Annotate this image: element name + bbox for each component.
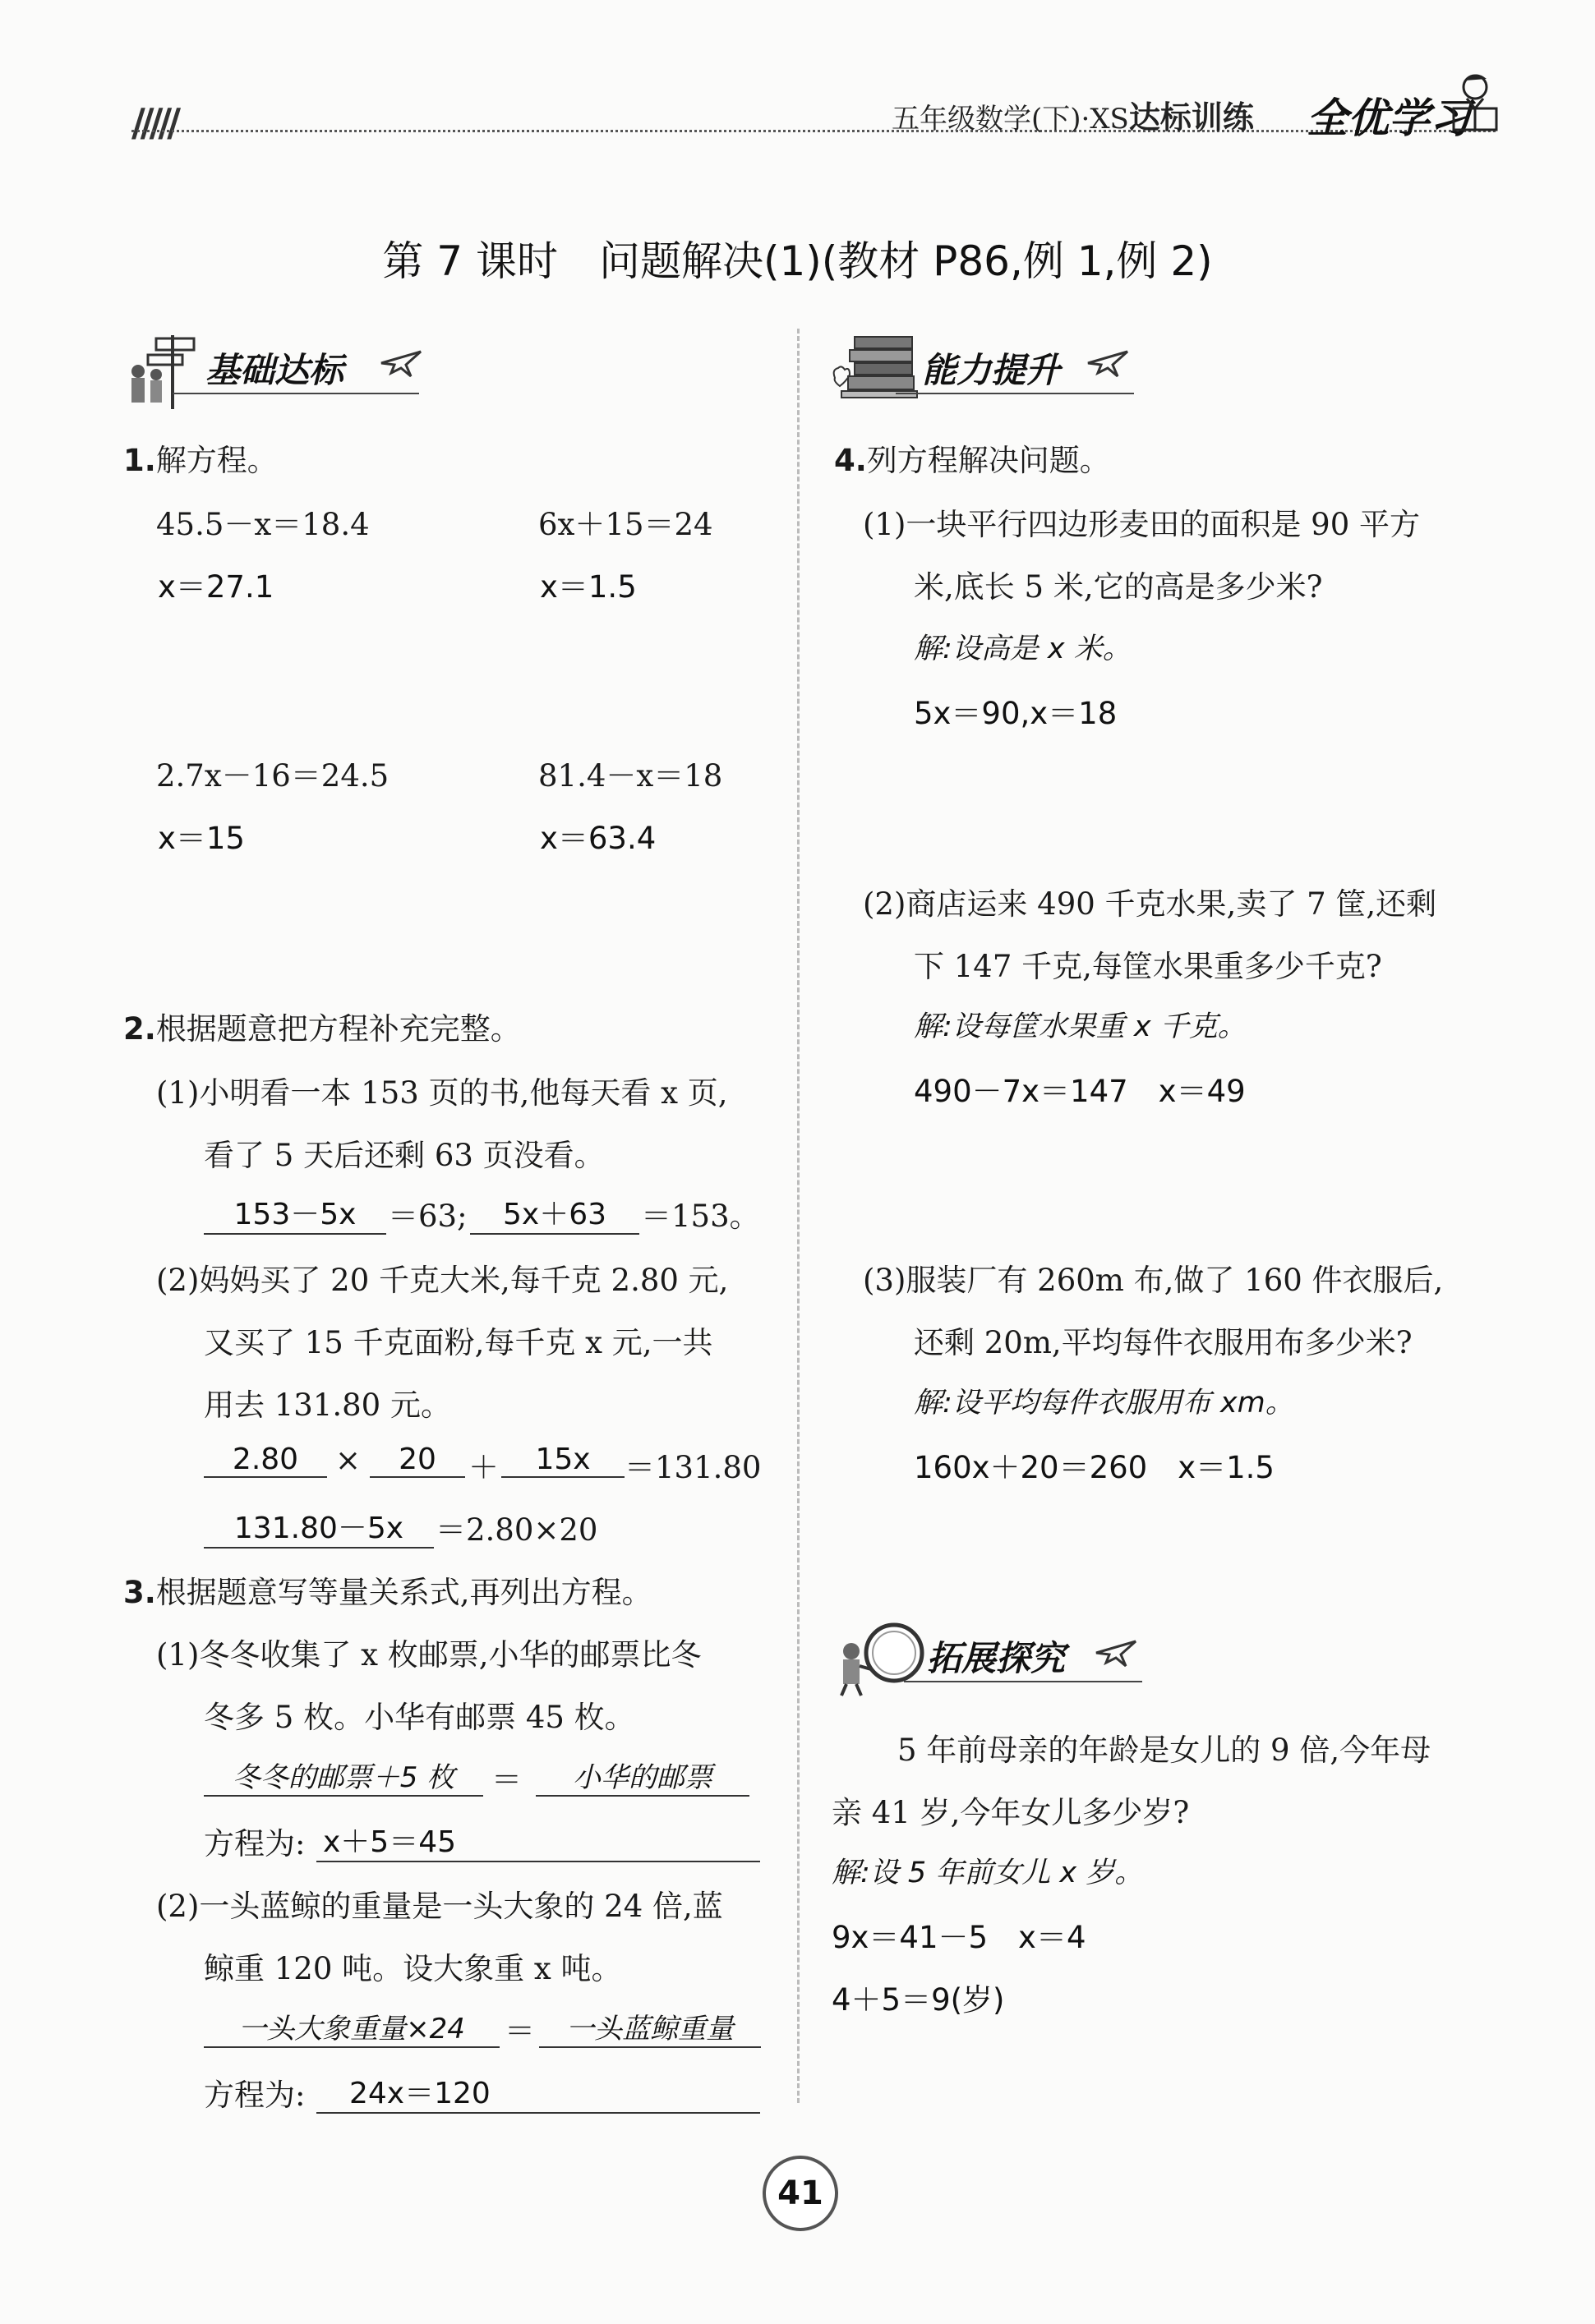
q2-part2-blank3: 15x bbox=[501, 1443, 625, 1478]
extension-answer-2: 4＋5＝9(岁) bbox=[832, 1982, 1005, 2018]
column-divider bbox=[797, 329, 800, 2103]
q2-part1-line2: 看了 5 天后还剩 63 页没看。 bbox=[204, 1138, 605, 1173]
q1-equation-4: 81.4－x＝18 bbox=[538, 758, 723, 794]
q3-part1-equation-value: x＋5＝45 bbox=[316, 1819, 760, 1862]
page-number: 41 bbox=[763, 2156, 838, 2231]
q3-part1-relation-left: 冬冬的邮票＋5 枚 bbox=[204, 1755, 483, 1797]
question-3-text: 根据题意写等量关系式,再列出方程。 bbox=[155, 1575, 652, 1610]
header-dotted-rule bbox=[131, 130, 1496, 132]
extension-line2: 亲 41 岁,今年女儿多少岁? bbox=[832, 1795, 1190, 1830]
airplane-icon bbox=[1085, 343, 1131, 383]
header-series-bold: 达标训练 bbox=[1128, 99, 1254, 136]
airplane-icon bbox=[378, 343, 424, 383]
q2-part1-blank1: 153－5x bbox=[204, 1191, 386, 1235]
q4-part2-answer: 490－7x＝147 x＝49 bbox=[914, 1074, 1246, 1109]
question-1-number: 1. bbox=[123, 443, 156, 478]
q4-part3-solution: 解:设平均每件衣服用布 xm。 bbox=[914, 1387, 1294, 1420]
q2-part2-line2: 又买了 15 千克面粉,每千克 x 元,一共 bbox=[204, 1325, 713, 1360]
q4-part2-line1: (2)商店运来 490 千克水果,卖了 7 筐,还剩 bbox=[863, 886, 1437, 922]
section-title-basic: 基础达标 bbox=[205, 350, 344, 390]
q3-part1-line2: 冬多 5 枚。小华有邮票 45 枚。 bbox=[204, 1700, 635, 1735]
page-title: 第 7 课时 问题解决(1)(教材 P86,例 1,例 2) bbox=[382, 237, 1213, 285]
question-2-number: 2. bbox=[123, 1011, 156, 1047]
q3-part1-equals: ＝ bbox=[491, 1762, 522, 1797]
q2-part2-blank1: 2.80 bbox=[204, 1443, 327, 1478]
question-1 bbox=[123, 435, 278, 480]
question-4-number: 4. bbox=[834, 443, 867, 478]
q4-part1-line1: (1)一块平行四边形麦田的面积是 90 平方 bbox=[863, 507, 1421, 542]
q2-part2-text3: ＝131.80 bbox=[625, 1450, 762, 1485]
q2-part2-op1: × bbox=[335, 1443, 362, 1478]
q4-part1-solution: 解:设高是 x 米。 bbox=[914, 633, 1132, 665]
q2-part2-text4: ＝2.80×20 bbox=[436, 1512, 598, 1548]
q3-part2-relation-left: 一头大象重量×24 bbox=[204, 2006, 500, 2048]
section-rule-basic bbox=[173, 393, 419, 394]
airplane-icon bbox=[1093, 1633, 1139, 1673]
question-3 bbox=[123, 1567, 652, 1612]
q4-part2-solution: 解:设每筐水果重 x 千克。 bbox=[914, 1010, 1247, 1043]
q3-part2-equation-label: 方程为: bbox=[204, 2078, 306, 2113]
q1-equation-2: 6x＋15＝24 bbox=[538, 507, 713, 542]
q2-part1-blank2: 5x＋63 bbox=[470, 1191, 639, 1235]
q4-part2-line2: 下 147 千克,每筐水果重多少千克? bbox=[914, 949, 1382, 984]
book-stack-icon bbox=[830, 329, 920, 407]
q1-answer-1: x＝27.1 bbox=[158, 569, 274, 605]
extension-line1: 5 年前母亲的年龄是女儿的 9 倍,今年母 bbox=[897, 1733, 1431, 1768]
q2-part1-text1: ＝63; bbox=[388, 1199, 468, 1234]
q2-part2-line3: 用去 131.80 元。 bbox=[204, 1387, 451, 1423]
q3-part1-equation-label: 方程为: bbox=[204, 1826, 306, 1862]
q4-part1-line2: 米,底长 5 米,它的高是多少米? bbox=[914, 569, 1323, 605]
q1-equation-3: 2.7x－16＝24.5 bbox=[156, 758, 390, 794]
q2-part1-line1: (1)小明看一本 153 页的书,他每天看 x 页, bbox=[156, 1075, 728, 1111]
q3-part1-relation-right: 小华的邮票 bbox=[536, 1755, 749, 1797]
q1-equation-1: 45.5－x＝18.4 bbox=[156, 507, 370, 542]
q4-part3-answer: 160x＋20＝260 x＝1.5 bbox=[914, 1450, 1275, 1485]
section-rule-extension bbox=[904, 1681, 1142, 1682]
question-2-text: 根据题意把方程补充完整。 bbox=[155, 1011, 521, 1047]
question-4-text: 列方程解决问题。 bbox=[866, 443, 1110, 478]
extension-solution: 解:设 5 年前女儿 x 岁。 bbox=[832, 1857, 1144, 1889]
question-3-number: 3. bbox=[123, 1575, 156, 1610]
q4-part3-line1: (3)服装厂有 260m 布,做了 160 件衣服后, bbox=[863, 1263, 1444, 1298]
q1-answer-3: x＝15 bbox=[158, 821, 245, 856]
q1-answer-2: x＝1.5 bbox=[540, 569, 637, 605]
q3-part2-equals: ＝ bbox=[505, 2013, 535, 2049]
q3-part2-equation-value: 24x＝120 bbox=[316, 2070, 760, 2114]
magnifier-kid-icon bbox=[830, 1620, 929, 1702]
extension-answer-1: 9x＝41－5 x＝4 bbox=[832, 1920, 1086, 1955]
header-series-text: 五年级数学(下)·XS bbox=[892, 103, 1129, 136]
reading-kid-logo-icon bbox=[1442, 66, 1508, 143]
q3-part2-relation-right: 一头蓝鲸重量 bbox=[539, 2006, 761, 2048]
section-rule-ability bbox=[896, 393, 1134, 394]
q4-part1-answer: 5x＝90,x＝18 bbox=[914, 696, 1118, 731]
question-1-text: 解方程。 bbox=[155, 443, 278, 478]
q4-part3-line2: 还剩 20m,平均每件衣服用布多少米? bbox=[914, 1325, 1413, 1360]
q2-part2-line1: (2)妈妈买了 20 千克大米,每千克 2.80 元, bbox=[156, 1263, 729, 1298]
q3-part1-line1: (1)冬冬收集了 x 枚邮票,小华的邮票比冬 bbox=[156, 1637, 702, 1673]
question-4 bbox=[834, 435, 1110, 480]
header-marks: ///// bbox=[131, 100, 177, 145]
section-title-extension: 拓展探究 bbox=[927, 1638, 1066, 1678]
section-title-ability: 能力提升 bbox=[922, 350, 1061, 390]
q2-part2-blank4: 131.80－5x bbox=[204, 1505, 434, 1549]
header-brand: 全优学习 bbox=[1307, 94, 1471, 142]
header-series bbox=[892, 92, 1254, 137]
q3-part2-line1: (2)一头蓝鲸的重量是一头大象的 24 倍,蓝 bbox=[156, 1889, 723, 1924]
q2-part1-text2: ＝153。 bbox=[641, 1199, 760, 1234]
q1-answer-4: x＝63.4 bbox=[540, 821, 657, 856]
signpost-kids-icon bbox=[123, 329, 197, 414]
q2-part2-blank2: 20 bbox=[370, 1443, 465, 1478]
q2-part2-op2: ＋ bbox=[468, 1450, 499, 1485]
question-2 bbox=[123, 1004, 521, 1048]
q3-part2-line2: 鲸重 120 吨。设大象重 x 吨。 bbox=[204, 1951, 622, 1986]
